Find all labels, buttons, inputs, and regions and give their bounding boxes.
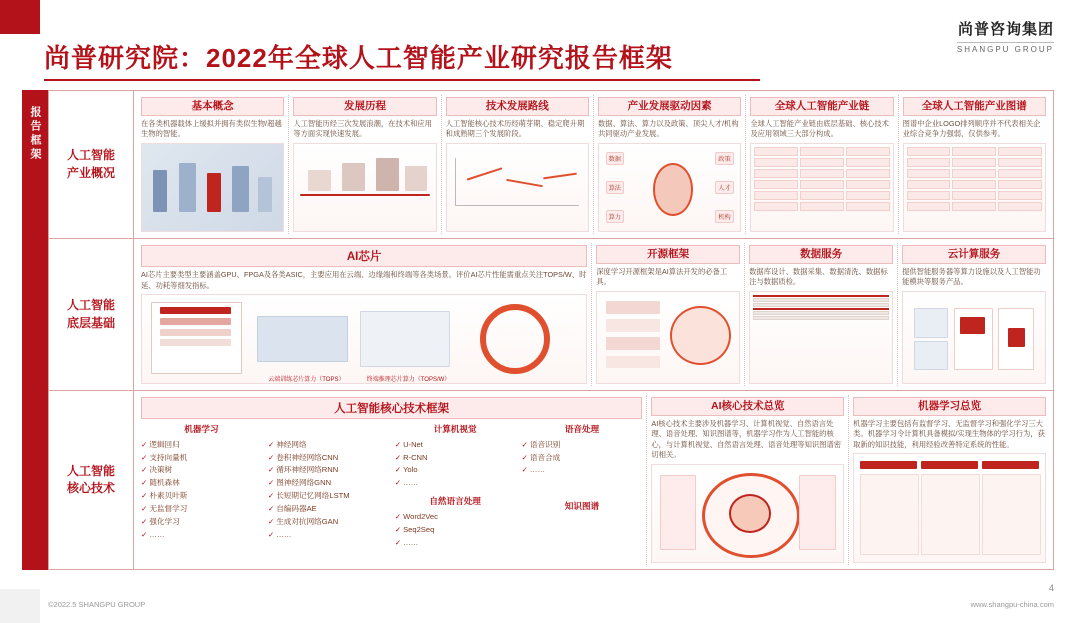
card-description: 提供智能服务器等算力设施以及人工智能功能模块等服务产品。 bbox=[902, 266, 1041, 287]
card-description: 人工智能核心技术历经萌芽期、稳定爬升期和成熟期三个发展阶段。 bbox=[445, 118, 585, 139]
column-title: 计算机视觉 bbox=[433, 424, 477, 434]
thumbnail-data-service-table bbox=[749, 291, 893, 384]
card-description: 人工智能历经三次发展浪潮，在技术和应用等方面实现快速发展。 bbox=[293, 118, 432, 139]
card-description: 深度学习开源框架是AI算法开发的必备工具。 bbox=[596, 266, 728, 287]
tech-item: R-CNN bbox=[403, 452, 428, 462]
tech-item: 生成对抗网络GAN bbox=[276, 517, 339, 527]
driver-tag-talent: 人才 bbox=[715, 181, 733, 194]
core-tech-column-machine-learning: 机器学习 ✓ 逻辑回归 ✓ 支持向量机 ✓ 决策树 ✓ 随机森林 ✓ 朴素贝叶斯 ✓ 无监督学习 ✓ 强化学习 ✓ …… bbox=[141, 422, 262, 550]
card-title: AI芯片 bbox=[141, 245, 587, 267]
card-description: 数据库设计、数据采集、数据清洗、数据标注与数据质检。 bbox=[749, 266, 888, 287]
tech-item: 支持向量机 bbox=[149, 452, 188, 462]
row-body-industry-overview bbox=[134, 91, 1053, 238]
card-title: 人工智能核心技术框架 bbox=[141, 397, 642, 419]
thumbnail-industry-chain bbox=[750, 143, 893, 232]
thumbnail-chip-diagrams bbox=[141, 294, 587, 384]
brand-name-en: SHANGPU GROUP bbox=[956, 45, 1054, 54]
card-title: 产业发展驱动因素 bbox=[598, 97, 741, 116]
page-number: 4 bbox=[1048, 583, 1054, 593]
core-tech-column-speech: 语音处理 ✓ 语音识别 ✓ 语音合成 ✓ …… 知识图谱 bbox=[522, 422, 643, 550]
tech-item: Word2Vec bbox=[403, 511, 438, 521]
card-description: AI芯片主要类型主要涵盖GPU、FPGA及各类ASIC，主要应用在云端、边缘端和终端等各类场景。评价AI芯片性能需重点关注TOPS/W、时延、功耗等细发指标。 bbox=[141, 270, 587, 290]
column-title: 语音处理 bbox=[564, 424, 600, 434]
footer-website: www.shangpu-china.com bbox=[970, 600, 1054, 609]
card-title: 云计算服务 bbox=[902, 245, 1046, 264]
card-basic-concept[interactable] bbox=[137, 95, 288, 234]
card-technology-roadmap[interactable] bbox=[441, 95, 593, 234]
card-title: 全球人工智能产业图谱 bbox=[903, 97, 1046, 116]
card-description: 图谱中企业LOGO排列顺序并不代表相关企业综合竞争力强弱，仅供参考。 bbox=[902, 118, 1041, 139]
row-label-core-technology: 人工智能 核心技术 bbox=[49, 391, 134, 569]
card-ai-core-tech-overview[interactable] bbox=[646, 395, 848, 565]
thumbnail-tech-wheel bbox=[651, 464, 844, 563]
core-tech-column-computer-vision: 计算机视觉 ✓ U-Net ✓ R-CNN ✓ Yolo ✓ …… 自然语言处理 ✓ Word2Vec ✓ Seq2Seq ✓ …… bbox=[395, 422, 516, 550]
thumbnail-cloud-icons bbox=[902, 291, 1046, 384]
card-cloud-computing-service[interactable] bbox=[897, 243, 1050, 386]
logo-grid bbox=[904, 144, 1045, 214]
framework-row-core-technology bbox=[49, 391, 1053, 569]
tech-item: 无监督学习 bbox=[149, 504, 188, 514]
thumbnail-timeline bbox=[293, 143, 436, 232]
card-ai-chip[interactable] bbox=[137, 243, 591, 386]
row-body-infrastructure bbox=[134, 239, 1053, 390]
corner-decoration-top-left bbox=[0, 0, 40, 34]
tech-item: 语音合成 bbox=[529, 452, 561, 462]
row-body-core-technology bbox=[134, 391, 1053, 569]
column-title bbox=[268, 422, 389, 437]
driver-tag-institution: 机构 bbox=[715, 210, 733, 223]
tech-item: 自编码器AE bbox=[276, 504, 317, 514]
tech-item: …… bbox=[403, 478, 419, 488]
core-tech-column-neural-networks: ✓ 神经网络 ✓ 卷积神经网络CNN ✓ 循环神经网络RNN ✓ 图神经网络GNN ✓ 长短期记忆网络LSTM ✓ 自编码器AE ✓ 生成对抗网络GAN ✓ …… bbox=[268, 422, 389, 550]
tech-item: 神经网络 bbox=[276, 439, 307, 449]
row-label-infrastructure: 人工智能 底层基础 bbox=[49, 239, 134, 390]
tech-item: Seq2Seq bbox=[403, 524, 435, 534]
card-title: AI核心技术总览 bbox=[651, 397, 844, 416]
card-title: 全球人工智能产业链 bbox=[750, 97, 893, 116]
tech-item: 卷积神经网络CNN bbox=[276, 452, 339, 462]
tech-item: 朴素贝叶斯 bbox=[149, 491, 188, 501]
tech-item: …… bbox=[149, 529, 165, 539]
corner-decoration-bottom-left bbox=[0, 589, 40, 623]
driver-tag-computing: 算力 bbox=[606, 210, 624, 223]
card-core-tech-framework[interactable] bbox=[137, 395, 646, 565]
thumbnail-company-logo-map bbox=[903, 143, 1046, 232]
framework-board bbox=[48, 90, 1054, 570]
card-description: 全球人工智能产业链由底层基础、核心技术及应用领域三大部分构成。 bbox=[750, 118, 889, 139]
tech-item: 循环神经网络RNN bbox=[276, 465, 339, 475]
card-data-service[interactable] bbox=[744, 243, 897, 386]
tech-item: 决策树 bbox=[149, 465, 173, 475]
card-title: 机器学习总览 bbox=[853, 397, 1046, 416]
tech-item: 长短期记忆网络LSTM bbox=[276, 491, 350, 501]
row-highlight bbox=[753, 308, 889, 310]
card-development-history[interactable] bbox=[288, 95, 440, 234]
row-label-industry-overview: 人工智能 产业概况 bbox=[49, 91, 134, 238]
footer-copyright: ©2022.5 SHANGPU GROUP bbox=[48, 600, 146, 609]
framework-row-industry-overview bbox=[49, 91, 1053, 239]
thumbnail-people-illustration bbox=[141, 143, 284, 232]
card-industry-landscape-map[interactable] bbox=[898, 95, 1050, 234]
card-industry-drivers[interactable] bbox=[593, 95, 745, 234]
driver-tag-algorithm: 算法 bbox=[606, 181, 624, 194]
card-title: 发展历程 bbox=[293, 97, 436, 116]
driver-tag-policy: 政策 bbox=[715, 152, 733, 165]
card-open-source-framework[interactable] bbox=[591, 243, 744, 386]
tech-item: …… bbox=[276, 529, 292, 539]
tech-item: 图神经网络GNN bbox=[276, 478, 332, 488]
framework-row-infrastructure bbox=[49, 239, 1053, 391]
chain-grid bbox=[751, 144, 892, 214]
row-highlight bbox=[753, 295, 889, 297]
figure-caption-1: 云端训练芯片算力（TOPS） bbox=[268, 377, 345, 383]
row-plain bbox=[753, 316, 889, 320]
figure-caption-2: 终端推理芯片算力（TOPS/W） bbox=[366, 377, 451, 383]
row-plain bbox=[753, 303, 889, 307]
page-title-block bbox=[44, 38, 984, 81]
card-title: 技术发展路线 bbox=[446, 97, 589, 116]
card-title: 基本概念 bbox=[141, 97, 284, 116]
card-description: AI核心技术主要涉及机器学习、计算机视觉、自然语言处理、语音处理、知识图谱等，机器学习作为人工智能的核心，与计算机视觉、自然语言处理、语音处理等知识图谱密切相关。 bbox=[651, 418, 842, 460]
title-underline bbox=[44, 79, 760, 81]
row-plain bbox=[753, 311, 889, 315]
thumbnail-roadmap-curve bbox=[446, 143, 589, 232]
tech-item: Yolo bbox=[403, 465, 418, 475]
brand-name-cn: 尚普咨询集团 bbox=[957, 21, 1054, 38]
card-title: 开源框架 bbox=[596, 245, 740, 264]
card-description: 机器学习主要包括有监督学习、无监督学习和强化学习三大类。机器学习令计算机具备模拟/实现生物体的学习行为，获取新的知识技能，利用经验改善特定系统的性能。 bbox=[853, 418, 1045, 449]
driver-tag-data: 数据 bbox=[606, 152, 624, 165]
tech-item: U-Net bbox=[403, 439, 423, 449]
tech-item: 随机森林 bbox=[149, 478, 180, 488]
core-tech-columns bbox=[141, 422, 642, 550]
side-tab-report-framework bbox=[22, 90, 48, 570]
column-title-knowledge-graph: 知识图谱 bbox=[564, 501, 600, 512]
tech-item: 语音识别 bbox=[529, 439, 561, 449]
column-title-nlp: 自然语言处理 bbox=[429, 496, 481, 507]
tech-item: …… bbox=[529, 465, 546, 475]
card-industry-chain[interactable] bbox=[745, 95, 897, 234]
tech-item: …… bbox=[403, 537, 419, 547]
chip-radial-chart bbox=[480, 304, 550, 374]
side-tab-label: 报告框架 bbox=[29, 106, 41, 162]
card-title: 数据服务 bbox=[749, 245, 893, 264]
row-plain bbox=[753, 298, 889, 302]
card-description: 数据、算法、算力以及政策、顶尖人才/机构共同驱动产业发展。 bbox=[597, 118, 739, 139]
tech-item: 逻辑回归 bbox=[149, 439, 180, 449]
tech-item: 强化学习 bbox=[149, 517, 180, 527]
card-machine-learning-overview[interactable] bbox=[848, 395, 1050, 565]
page-title: 尚普研究院：2022年全球人工智能产业研究报告框架 bbox=[44, 43, 673, 73]
thumbnail-framework-logos bbox=[596, 291, 740, 384]
column-title: 机器学习 bbox=[184, 424, 219, 434]
thumbnail-ml-table bbox=[853, 453, 1046, 563]
thumbnail-drivers-diagram bbox=[598, 143, 741, 232]
card-description: 在各类机器载体上缓拟并拥有类似生物/超越生物的智能。 bbox=[141, 118, 282, 139]
data-service-rows bbox=[750, 292, 892, 323]
